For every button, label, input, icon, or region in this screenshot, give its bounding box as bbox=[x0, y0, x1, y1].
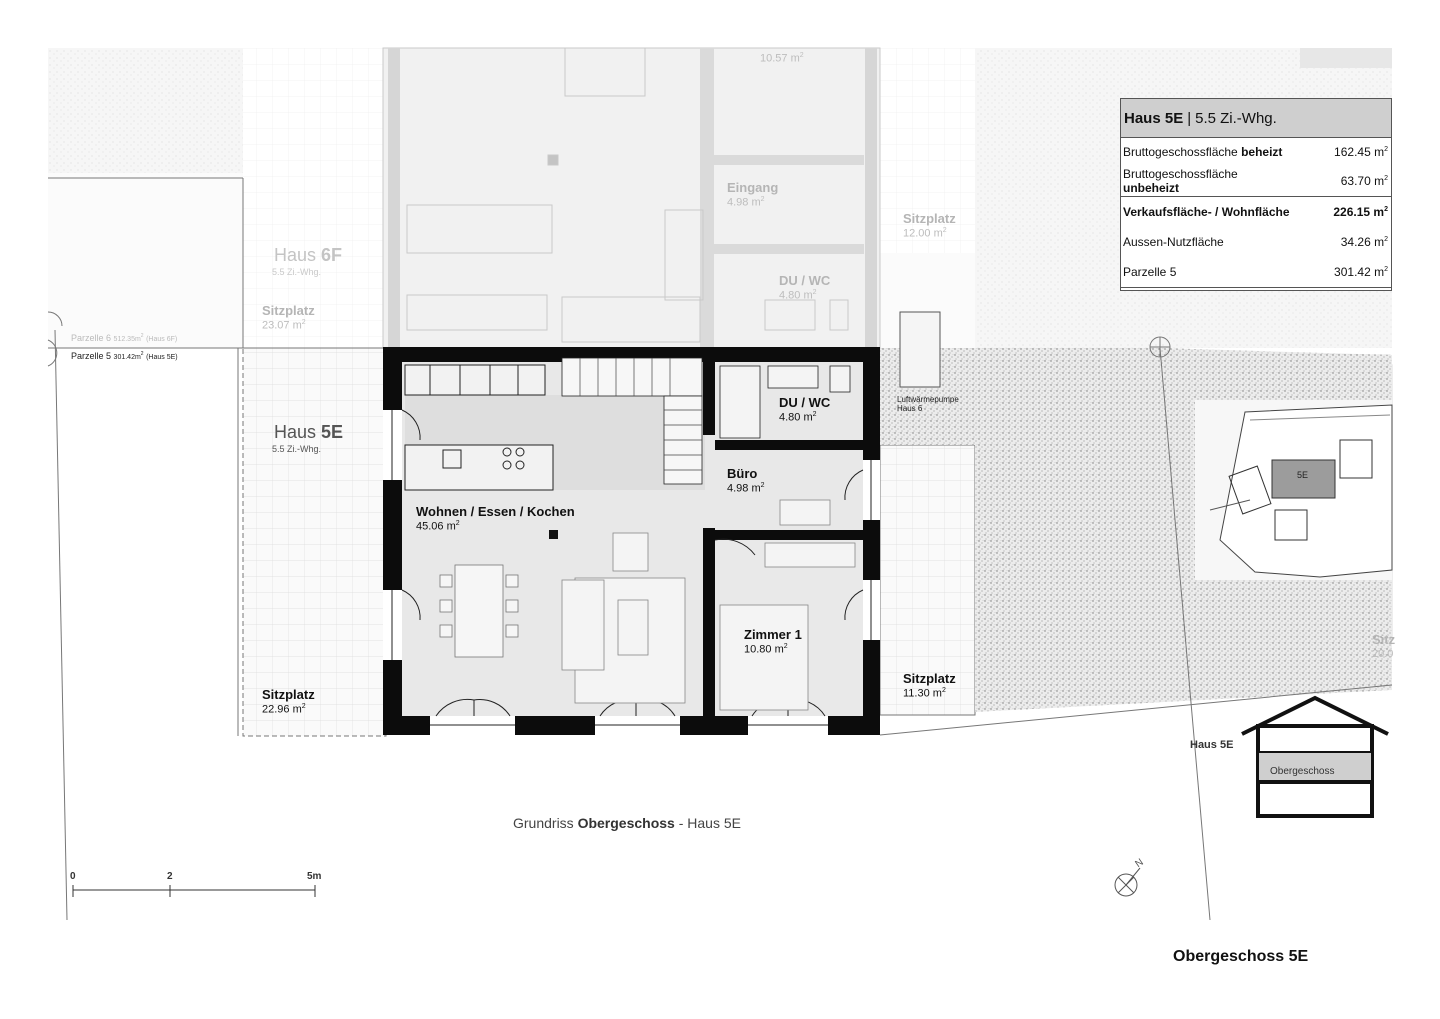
house-6f-label bbox=[274, 245, 342, 266]
house-6f-bold: 6F bbox=[321, 245, 343, 265]
apartment-type: 5.5 Zi.-Whg. bbox=[1195, 109, 1277, 127]
sup-living: 2 bbox=[1384, 206, 1388, 213]
sup-parcel: 2 bbox=[1384, 266, 1388, 273]
parcel-5-name: Parzelle 5 bbox=[71, 351, 112, 361]
room-sitzplatz-west: Sitzplatz 22.96 $m^2$ bbox=[262, 687, 315, 716]
sup-unheated: 2 bbox=[1384, 175, 1388, 182]
row-living-area bbox=[1121, 196, 1391, 227]
header-separator: | bbox=[1187, 109, 1192, 127]
parcel-6-name: Parzelle 6 bbox=[71, 333, 112, 343]
parcel-6-house: (Haus 6F) bbox=[146, 336, 178, 343]
house-5e-prefix: Haus bbox=[274, 422, 322, 442]
ghost-sitzplatz-nw-name: Sitzplatz bbox=[262, 303, 315, 318]
caption-prefix: Grundriss bbox=[513, 815, 578, 831]
room-wohnen-area: 45.06 m bbox=[416, 520, 456, 533]
ghost-room-zimmer-top: 10.57 $m^2$ bbox=[760, 52, 804, 65]
ghost-eingang-area: 4.98 m bbox=[727, 196, 761, 209]
ghost-sitz-right bbox=[1372, 633, 1395, 661]
sup-heated: 2 bbox=[1384, 146, 1388, 153]
label-unheated-a: Bruttogeschossfläche bbox=[1123, 167, 1238, 181]
label-parcel: Parzelle 5 bbox=[1123, 265, 1177, 279]
room-zimmer1-name: Zimmer 1 bbox=[744, 627, 802, 642]
house-5e-bold: 5E bbox=[321, 422, 344, 442]
room-buero: Büro 4.98 $m^2$ bbox=[727, 466, 765, 495]
room-duwc-area: 4.80 m bbox=[779, 411, 813, 424]
house-6f-type: 5.5 Zi.-Whg. bbox=[272, 267, 322, 277]
section-house-label: Haus 5E bbox=[1190, 739, 1234, 751]
ghost-sitz-right-area: 20.0 bbox=[1372, 647, 1394, 660]
sitzplatz-east-name: Sitzplatz bbox=[903, 671, 956, 686]
caption-bold: Obergeschoss bbox=[577, 815, 675, 831]
value-heated: 162.45 m bbox=[1334, 145, 1385, 159]
heat-pump-line2: Haus 6 bbox=[897, 404, 923, 414]
room-zimmer1: Zimmer 1 10.80 $m^2$ bbox=[744, 627, 802, 656]
keyplan-unit-label: 5E bbox=[1297, 470, 1309, 480]
parcel-5-label: Parzelle 5 $301.42m^2$ (Haus 5E) bbox=[71, 351, 178, 361]
row-parcel bbox=[1121, 257, 1391, 288]
ghost-sitzplatz-ne-area: 12.00 m bbox=[903, 227, 943, 240]
scale-tick-5: 5m bbox=[307, 871, 322, 882]
north-arrow-label: N bbox=[1133, 856, 1146, 871]
room-wohnen-name: Wohnen / Essen / Kochen bbox=[416, 504, 575, 519]
house-name: Haus 5E bbox=[1124, 109, 1184, 127]
value-living: 226.15 m bbox=[1333, 205, 1385, 219]
section-floor-label: Obergeschoss bbox=[1270, 766, 1335, 777]
label-living: Verkaufsfläche- / Wohnfläche bbox=[1123, 205, 1290, 219]
room-sitzplatz-east: Sitzplatz 11.30 $m^2$ bbox=[903, 671, 956, 700]
value-outdoor: 34.26 m bbox=[1340, 235, 1385, 249]
scale-tick-2: 2 bbox=[167, 871, 173, 882]
drawing-caption bbox=[513, 815, 741, 831]
heat-pump-label bbox=[897, 395, 959, 413]
ghost-sitz-right-name: Sitz bbox=[1372, 632, 1396, 647]
house-6f-prefix: Haus bbox=[274, 245, 322, 265]
sheet-title: Obergeschoss 5E bbox=[1173, 948, 1309, 965]
label-heated-b: beheizt bbox=[1241, 145, 1283, 159]
ghost-duwc-area: 4.80 m bbox=[779, 289, 813, 302]
parcel-5-house: (Haus 5E) bbox=[146, 354, 178, 361]
parcel-5-area: 301.42m bbox=[113, 354, 141, 361]
sitzplatz-west-name: Sitzplatz bbox=[262, 687, 315, 702]
caption-suffix: - Haus 5E bbox=[674, 815, 741, 831]
value-parcel: 301.42 m bbox=[1334, 265, 1385, 279]
room-buero-name: Büro bbox=[727, 466, 758, 481]
sitzplatz-east-area: 11.30 m bbox=[903, 687, 942, 700]
room-duwc: DU / WC 4.80 $m^2$ bbox=[779, 395, 831, 424]
row-outdoor-area bbox=[1121, 227, 1391, 257]
label-outdoor: Aussen-Nutzfläche bbox=[1123, 235, 1224, 249]
ghost-sitzplatz-nw: Sitzplatz 23.07 $m^2$ bbox=[262, 303, 315, 332]
sup-outdoor: 2 bbox=[1384, 236, 1388, 243]
value-unheated: 63.70 m bbox=[1340, 174, 1385, 188]
scale-tick-0: 0 bbox=[70, 871, 76, 882]
room-buero-area: 4.98 m bbox=[727, 482, 761, 495]
table-header bbox=[1121, 99, 1391, 138]
ghost-room-eingang: Eingang 4.98 $m^2$ bbox=[727, 180, 779, 209]
row-gross-heated bbox=[1121, 138, 1391, 166]
parcel-6-area: 512.35m bbox=[113, 336, 141, 343]
room-duwc-name: DU / WC bbox=[779, 395, 831, 410]
ghost-sitzplatz-nw-area: 23.07 m bbox=[262, 319, 302, 332]
room-zimmer1-area: 10.80 m bbox=[744, 643, 784, 656]
ghost-zimmer-area: 10.57 m bbox=[760, 52, 800, 65]
room-wohnen: Wohnen / Essen / Kochen 45.06 $m^2$ bbox=[416, 504, 575, 533]
ghost-eingang-name: Eingang bbox=[727, 180, 779, 195]
area-summary-table bbox=[1120, 98, 1392, 291]
ghost-sitzplatz-ne-name: Sitzplatz bbox=[903, 211, 956, 226]
label-heated-a: Bruttogeschossfläche bbox=[1123, 145, 1238, 159]
ghost-sitzplatz-ne: Sitzplatz 12.00 $m^2$ bbox=[903, 211, 956, 240]
row-gross-unheated bbox=[1121, 166, 1391, 196]
house-5e-label bbox=[274, 422, 343, 443]
label-unheated-b: unbeheizt bbox=[1123, 181, 1179, 195]
parcel-6-label: Parzelle 6 $512.35m^2$ (Haus 6F) bbox=[71, 333, 178, 343]
sitzplatz-west-area: 22.96 m bbox=[262, 703, 302, 716]
ghost-room-duwc: DU / WC 4.80 $m^2$ bbox=[779, 273, 831, 302]
heat-pump-line1: Luftwärmepumpe bbox=[897, 395, 959, 404]
house-5e-type: 5.5 Zi.-Whg. bbox=[272, 444, 322, 454]
ghost-duwc-name: DU / WC bbox=[779, 273, 831, 288]
